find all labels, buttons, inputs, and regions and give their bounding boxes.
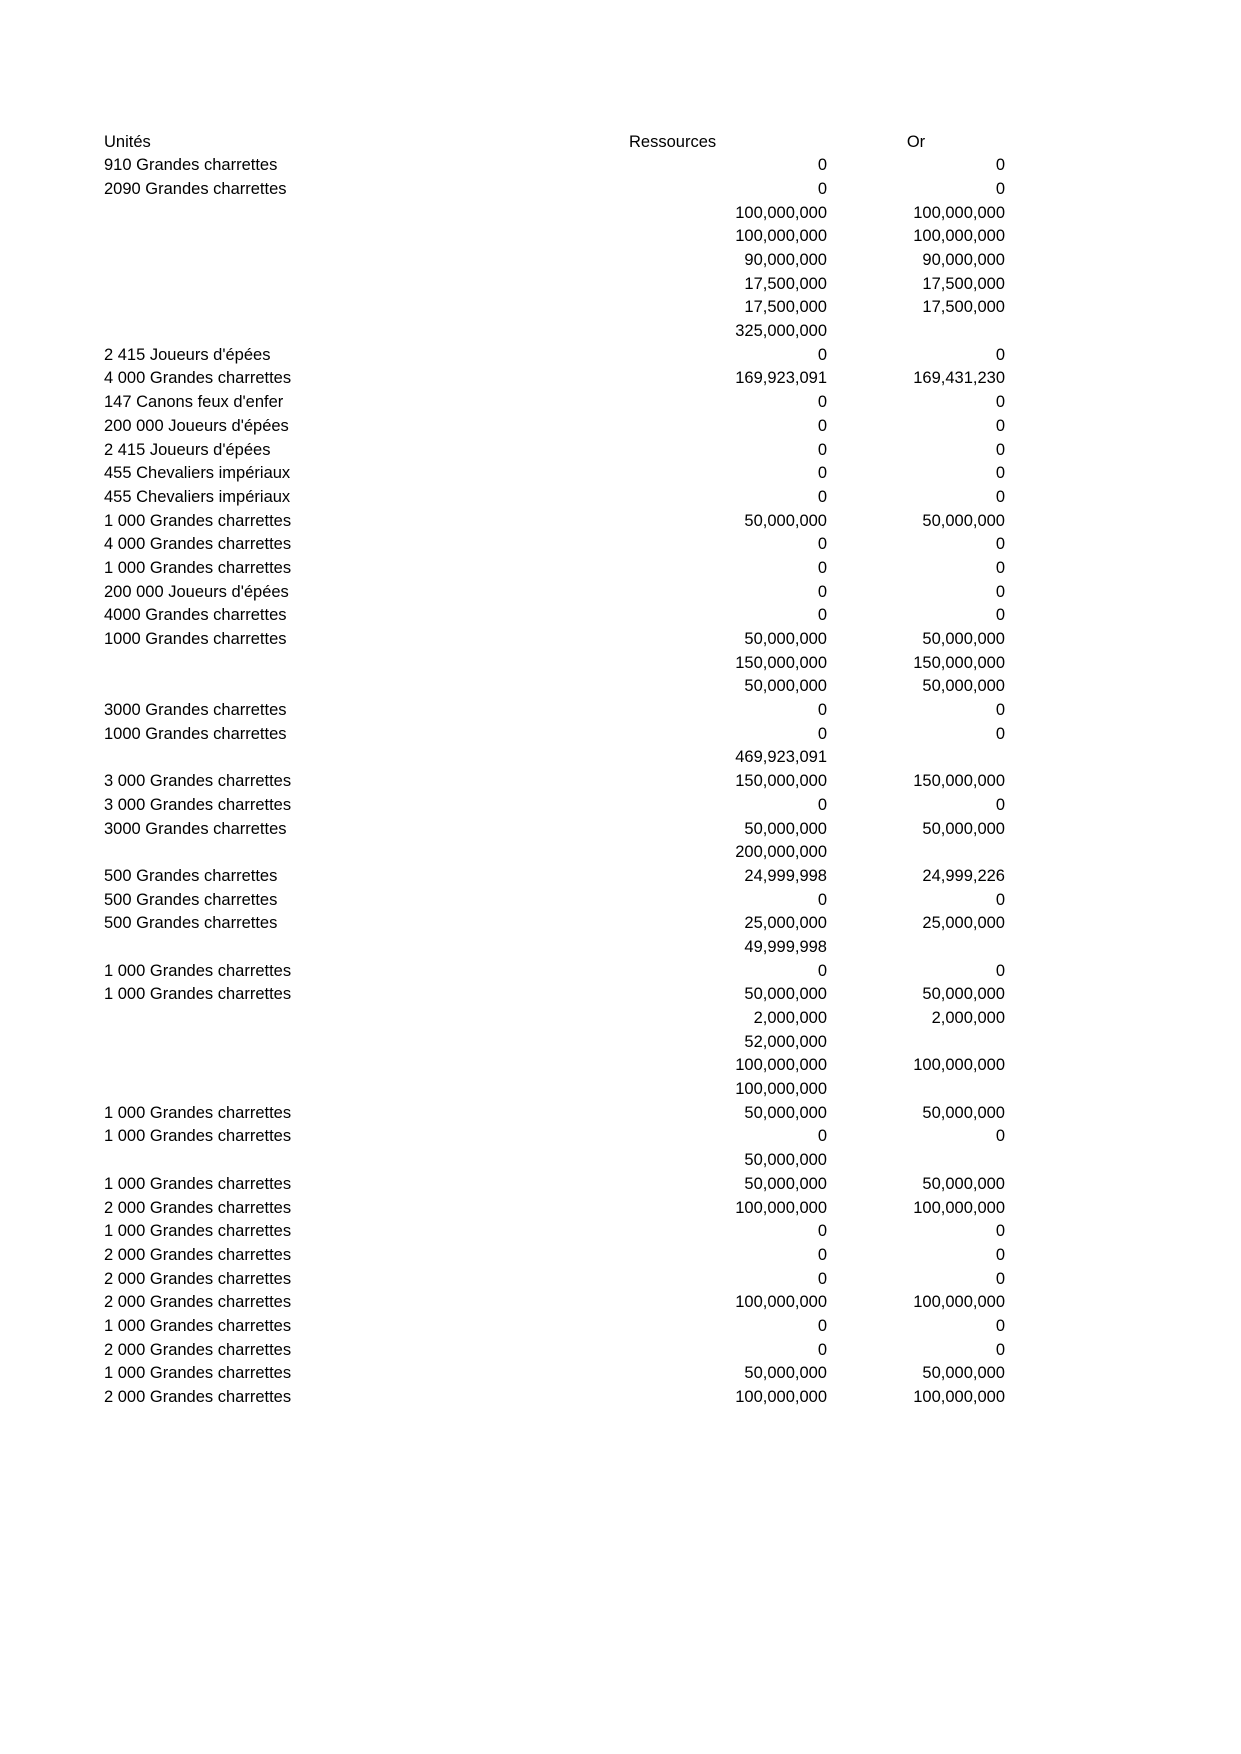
cell-ressources: 0	[817, 156, 827, 175]
cell-ressources: 50,000,000	[744, 630, 827, 649]
cell-ressources: 100,000,000	[735, 227, 827, 246]
table-row	[104, 888, 1005, 912]
cell-or: 100,000,000	[913, 1056, 1005, 1075]
table-row	[104, 1125, 1005, 1149]
cell-or: 150,000,000	[913, 772, 1005, 791]
cell-or: 100,000,000	[913, 203, 1005, 222]
cell-or	[827, 935, 1005, 959]
cell-unites	[104, 201, 629, 225]
table-row	[104, 414, 1005, 438]
cell-or: 0	[995, 606, 1005, 625]
table-row	[104, 154, 1005, 178]
cell-unites: 2 000 Grandes charrettes	[104, 1340, 292, 1359]
cell-unites: 1 000 Grandes charrettes	[104, 1364, 292, 1383]
cell-or: 90,000,000	[922, 251, 1005, 270]
cell-unites: 4 000 Grandes charrettes	[104, 535, 292, 554]
cell-ressources: 0	[817, 606, 827, 625]
cell-or: 17,500,000	[922, 274, 1005, 293]
cell-or: 0	[995, 464, 1005, 483]
table-row	[104, 983, 1005, 1007]
cell-ressources: 50,000,000	[744, 511, 827, 530]
cell-unites: 2 000 Grandes charrettes	[104, 1293, 292, 1312]
table-row	[104, 462, 1005, 486]
column-header-or: Or	[906, 132, 926, 151]
cell-or	[827, 746, 1005, 770]
cell-unites: 147 Canons feux d'enfer	[104, 393, 284, 412]
cell-unites: 500 Grandes charrettes	[104, 914, 278, 933]
cell-or: 0	[995, 1316, 1005, 1335]
cell-unites	[104, 248, 629, 272]
cell-or: 0	[995, 179, 1005, 198]
cell-ressources: 0	[817, 558, 827, 577]
cell-or: 0	[995, 961, 1005, 980]
table-row	[104, 248, 1005, 272]
cell-ressources: 49,999,998	[744, 937, 827, 956]
cell-unites: 1 000 Grandes charrettes	[104, 1222, 292, 1241]
cell-unites: 1 000 Grandes charrettes	[104, 1127, 292, 1146]
cell-unites: 2 000 Grandes charrettes	[104, 1388, 292, 1407]
cell-or: 0	[995, 795, 1005, 814]
cell-ressources: 0	[817, 1222, 827, 1241]
table-row	[104, 533, 1005, 557]
cell-or: 169,431,230	[913, 369, 1005, 388]
table-row	[104, 1196, 1005, 1220]
cell-unites: 4 000 Grandes charrettes	[104, 369, 292, 388]
table-row	[104, 699, 1005, 723]
table-row	[104, 1149, 1005, 1173]
cell-or: 0	[995, 890, 1005, 909]
cell-ressources: 0	[817, 701, 827, 720]
cell-or: 0	[995, 1340, 1005, 1359]
cell-or: 0	[995, 487, 1005, 506]
cell-or: 0	[995, 1222, 1005, 1241]
cell-unites: 1 000 Grandes charrettes	[104, 558, 292, 577]
cell-ressources: 100,000,000	[735, 203, 827, 222]
cell-or: 17,500,000	[922, 298, 1005, 317]
cell-unites: 200 000 Joueurs d'épées	[104, 416, 289, 435]
cell-or: 100,000,000	[913, 1198, 1005, 1217]
cell-ressources: 0	[817, 1316, 827, 1335]
cell-ressources: 0	[817, 345, 827, 364]
table-row	[104, 651, 1005, 675]
table-row	[104, 912, 1005, 936]
cell-unites: 1 000 Grandes charrettes	[104, 1316, 292, 1335]
table-body	[104, 154, 1005, 1409]
cell-unites: 3000 Grandes charrettes	[104, 701, 287, 720]
cell-or: 2,000,000	[931, 1009, 1005, 1028]
table-row	[104, 1385, 1005, 1409]
cell-unites	[104, 1078, 629, 1102]
cell-unites: 2 000 Grandes charrettes	[104, 1198, 292, 1217]
cell-or: 100,000,000	[913, 1388, 1005, 1407]
cell-unites: 2090 Grandes charrettes	[104, 179, 287, 198]
table-row	[104, 1362, 1005, 1386]
cell-unites	[104, 746, 629, 770]
cell-or: 50,000,000	[922, 1174, 1005, 1193]
cell-ressources: 0	[817, 464, 827, 483]
cell-unites: 3 000 Grandes charrettes	[104, 772, 292, 791]
cell-or: 0	[995, 582, 1005, 601]
cell-unites	[104, 1006, 629, 1030]
cell-or: 0	[995, 393, 1005, 412]
table-row	[104, 1030, 1005, 1054]
column-header-unites: Unités	[104, 132, 151, 151]
cell-or: 0	[995, 416, 1005, 435]
cell-or: 50,000,000	[922, 1103, 1005, 1122]
cell-ressources: 17,500,000	[744, 274, 827, 293]
cell-ressources: 50,000,000	[744, 1364, 827, 1383]
cell-ressources: 0	[817, 961, 827, 980]
table-row	[104, 343, 1005, 367]
cell-or: 0	[995, 345, 1005, 364]
cell-ressources: 0	[817, 1127, 827, 1146]
cell-unites	[104, 935, 629, 959]
table-row	[104, 509, 1005, 533]
cell-unites: 1 000 Grandes charrettes	[104, 1174, 292, 1193]
table-row	[104, 1220, 1005, 1244]
cell-or: 0	[995, 724, 1005, 743]
table-row	[104, 201, 1005, 225]
cell-ressources: 0	[817, 179, 827, 198]
table-row	[104, 272, 1005, 296]
cell-ressources: 100,000,000	[735, 1198, 827, 1217]
table-row	[104, 225, 1005, 249]
table-row	[104, 1078, 1005, 1102]
cell-or: 50,000,000	[922, 630, 1005, 649]
table-row	[104, 1243, 1005, 1267]
table-row	[104, 959, 1005, 983]
cell-or: 0	[995, 1269, 1005, 1288]
cell-unites: 500 Grandes charrettes	[104, 866, 278, 885]
table-row	[104, 841, 1005, 865]
cell-ressources: 200,000,000	[735, 843, 827, 862]
table-row	[104, 296, 1005, 320]
table-row	[104, 1291, 1005, 1315]
table-row	[104, 935, 1005, 959]
cell-ressources: 100,000,000	[735, 1293, 827, 1312]
cell-or: 50,000,000	[922, 1364, 1005, 1383]
cell-unites: 4000 Grandes charrettes	[104, 606, 287, 625]
cell-or: 0	[995, 535, 1005, 554]
resources-ledger-table	[104, 130, 1005, 1409]
column-header-ressources: Ressources	[629, 132, 717, 151]
cell-unites: 3000 Grandes charrettes	[104, 819, 287, 838]
cell-ressources: 325,000,000	[735, 322, 827, 341]
cell-ressources: 0	[817, 487, 827, 506]
table-row	[104, 1006, 1005, 1030]
cell-or: 0	[995, 558, 1005, 577]
cell-unites: 1 000 Grandes charrettes	[104, 961, 292, 980]
cell-or: 50,000,000	[922, 985, 1005, 1004]
cell-or: 50,000,000	[922, 819, 1005, 838]
cell-ressources: 50,000,000	[744, 677, 827, 696]
cell-unites: 3 000 Grandes charrettes	[104, 795, 292, 814]
table-row	[104, 746, 1005, 770]
cell-unites	[104, 272, 629, 296]
table-row	[104, 817, 1005, 841]
cell-or	[827, 1030, 1005, 1054]
cell-ressources: 24,999,998	[744, 866, 827, 885]
cell-unites: 2 415 Joueurs d'épées	[104, 440, 271, 459]
cell-unites: 1000 Grandes charrettes	[104, 724, 287, 743]
table-row	[104, 604, 1005, 628]
cell-unites: 1000 Grandes charrettes	[104, 630, 287, 649]
cell-ressources: 0	[817, 1269, 827, 1288]
cell-unites: 2 000 Grandes charrettes	[104, 1269, 292, 1288]
cell-unites: 2 000 Grandes charrettes	[104, 1245, 292, 1264]
cell-ressources: 0	[817, 890, 827, 909]
cell-ressources: 169,923,091	[735, 369, 827, 388]
table-header-row	[104, 130, 1005, 154]
cell-unites: 1 000 Grandes charrettes	[104, 511, 292, 530]
cell-ressources: 2,000,000	[753, 1009, 827, 1028]
cell-or	[827, 320, 1005, 344]
cell-ressources: 150,000,000	[735, 772, 827, 791]
cell-ressources: 50,000,000	[744, 1151, 827, 1170]
table-row	[104, 1314, 1005, 1338]
cell-ressources: 150,000,000	[735, 653, 827, 672]
cell-or: 50,000,000	[922, 511, 1005, 530]
cell-unites: 2 415 Joueurs d'épées	[104, 345, 271, 364]
table-row	[104, 1172, 1005, 1196]
cell-ressources: 17,500,000	[744, 298, 827, 317]
cell-ressources: 25,000,000	[744, 914, 827, 933]
cell-ressources: 0	[817, 440, 827, 459]
table-row	[104, 177, 1005, 201]
cell-unites	[104, 1030, 629, 1054]
cell-or: 0	[995, 1127, 1005, 1146]
cell-unites	[104, 225, 629, 249]
table-row	[104, 864, 1005, 888]
cell-ressources: 100,000,000	[735, 1388, 827, 1407]
table-row	[104, 1101, 1005, 1125]
table-row	[104, 438, 1005, 462]
table-row	[104, 675, 1005, 699]
table-row	[104, 1338, 1005, 1362]
cell-or: 0	[995, 440, 1005, 459]
cell-ressources: 0	[817, 724, 827, 743]
cell-unites: 1 000 Grandes charrettes	[104, 1103, 292, 1122]
table-row	[104, 485, 1005, 509]
table-row	[104, 320, 1005, 344]
cell-or: 0	[995, 1245, 1005, 1264]
cell-unites	[104, 841, 629, 865]
cell-ressources: 50,000,000	[744, 985, 827, 1004]
cell-unites: 200 000 Joueurs d'épées	[104, 582, 289, 601]
cell-or	[827, 1078, 1005, 1102]
cell-unites	[104, 1149, 629, 1173]
cell-ressources: 469,923,091	[735, 748, 827, 767]
cell-or: 50,000,000	[922, 677, 1005, 696]
cell-or	[827, 841, 1005, 865]
cell-unites: 1 000 Grandes charrettes	[104, 985, 292, 1004]
table-row	[104, 722, 1005, 746]
table-row	[104, 367, 1005, 391]
table-row	[104, 1054, 1005, 1078]
cell-ressources: 0	[817, 416, 827, 435]
cell-unites	[104, 296, 629, 320]
cell-unites	[104, 320, 629, 344]
cell-ressources: 0	[817, 795, 827, 814]
cell-or: 24,999,226	[922, 866, 1005, 885]
table-row	[104, 391, 1005, 415]
table-row	[104, 580, 1005, 604]
cell-or: 100,000,000	[913, 227, 1005, 246]
table-row	[104, 793, 1005, 817]
cell-unites	[104, 1054, 629, 1078]
cell-unites: 455 Chevaliers impériaux	[104, 464, 291, 483]
table-header	[104, 130, 1005, 154]
cell-or: 150,000,000	[913, 653, 1005, 672]
cell-ressources: 100,000,000	[735, 1080, 827, 1099]
table-row	[104, 1267, 1005, 1291]
cell-ressources: 0	[817, 393, 827, 412]
cell-ressources: 100,000,000	[735, 1056, 827, 1075]
cell-ressources: 90,000,000	[744, 251, 827, 270]
cell-or: 0	[995, 156, 1005, 175]
cell-or: 25,000,000	[922, 914, 1005, 933]
cell-or	[827, 1149, 1005, 1173]
cell-ressources: 50,000,000	[744, 1103, 827, 1122]
cell-unites: 500 Grandes charrettes	[104, 890, 278, 909]
cell-ressources: 0	[817, 1245, 827, 1264]
cell-ressources: 0	[817, 535, 827, 554]
table-row	[104, 556, 1005, 580]
cell-ressources: 50,000,000	[744, 819, 827, 838]
cell-unites	[104, 675, 629, 699]
cell-ressources: 52,000,000	[744, 1032, 827, 1051]
table-row	[104, 770, 1005, 794]
cell-unites	[104, 651, 629, 675]
cell-ressources: 0	[817, 1340, 827, 1359]
cell-unites: 455 Chevaliers impériaux	[104, 487, 291, 506]
table-row	[104, 627, 1005, 651]
cell-or: 0	[995, 701, 1005, 720]
cell-ressources: 0	[817, 582, 827, 601]
cell-unites: 910 Grandes charrettes	[104, 156, 278, 175]
cell-or: 100,000,000	[913, 1293, 1005, 1312]
cell-ressources: 50,000,000	[744, 1174, 827, 1193]
